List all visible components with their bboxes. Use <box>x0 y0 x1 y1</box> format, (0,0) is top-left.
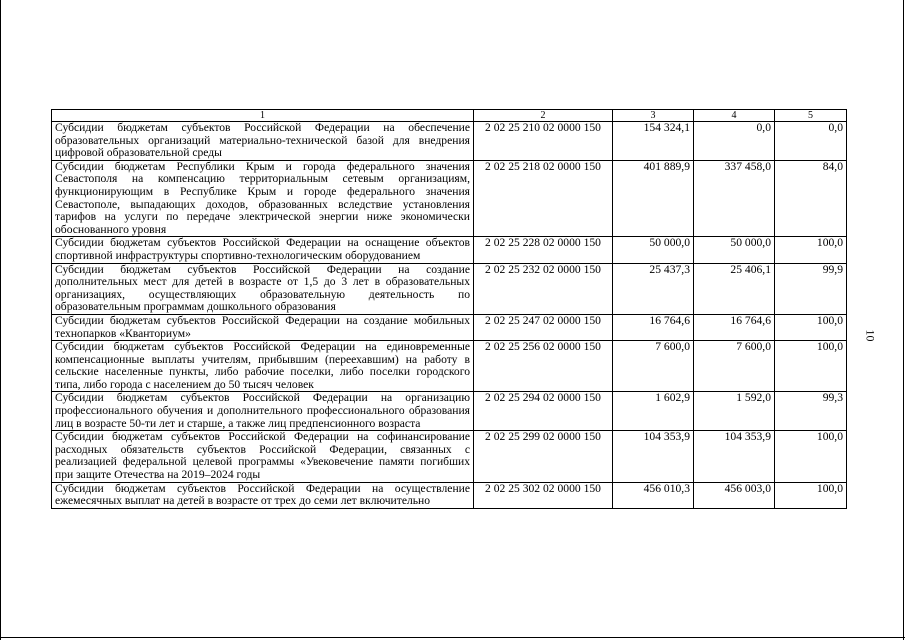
row-value-col4: 16 764,6 <box>694 314 775 340</box>
row-value-col3: 1 602,9 <box>613 392 694 431</box>
scan-border-right <box>903 0 904 640</box>
column-number-1: 1 <box>52 110 474 122</box>
row-value-col3: 104 353,9 <box>613 431 694 482</box>
row-value-col5: 100,0 <box>775 237 847 263</box>
budget-table-body <box>52 110 847 509</box>
column-number-5: 5 <box>775 110 847 122</box>
row-value-col4: 50 000,0 <box>694 237 775 263</box>
table-row <box>52 122 847 161</box>
row-budget-code: 2 02 25 247 02 0000 150 <box>474 314 613 340</box>
column-number-2: 2 <box>474 110 613 122</box>
row-value-col4: 456 003,0 <box>694 482 775 508</box>
row-description: Субсидии бюджетам субъектов Российской Федерации на создание мобильных технопарков «Кванториум» <box>52 314 474 340</box>
row-budget-code: 2 02 25 218 02 0000 150 <box>474 160 613 237</box>
row-budget-code: 2 02 25 210 02 0000 150 <box>474 122 613 161</box>
scan-border-left <box>0 0 1 640</box>
column-number-header-row <box>52 110 847 122</box>
table-row <box>52 237 847 263</box>
row-description: Субсидии бюджетам субъектов Российской Федерации на оснащение объектов спортивной инфраструктуры спортивно-технологическим оборудованием <box>52 237 474 263</box>
column-number-3: 3 <box>613 110 694 122</box>
row-budget-code: 2 02 25 232 02 0000 150 <box>474 263 613 314</box>
scan-border-bottom <box>0 637 905 638</box>
row-value-col5: 100,0 <box>775 431 847 482</box>
row-value-col5: 100,0 <box>775 314 847 340</box>
row-value-col5: 99,3 <box>775 392 847 431</box>
row-description: Субсидии бюджетам субъектов Российской Федерации на софинансирование расходных обязательств субъектов Российской Федерации, связанных с реализацией федеральной целевой программы «Увековечение памяти погибших при защите Отечества на 2019–2024 годы <box>52 431 474 482</box>
row-budget-code: 2 02 25 299 02 0000 150 <box>474 431 613 482</box>
row-budget-code: 2 02 25 256 02 0000 150 <box>474 341 613 392</box>
row-description: Субсидии бюджетам субъектов Российской Федерации на обеспечение образовательных организаций материально-технической базой для внедрения цифровой образовательной среды <box>52 122 474 161</box>
row-value-col3: 16 764,6 <box>613 314 694 340</box>
row-value-col3: 401 889,9 <box>613 160 694 237</box>
table-row <box>52 392 847 431</box>
page-number: 10 <box>863 329 878 342</box>
row-budget-code: 2 02 25 294 02 0000 150 <box>474 392 613 431</box>
row-budget-code: 2 02 25 228 02 0000 150 <box>474 237 613 263</box>
row-value-col3: 7 600,0 <box>613 341 694 392</box>
row-value-col4: 337 458,0 <box>694 160 775 237</box>
row-value-col3: 25 437,3 <box>613 263 694 314</box>
budget-table <box>51 109 847 509</box>
row-value-col3: 50 000,0 <box>613 237 694 263</box>
column-number-4: 4 <box>694 110 775 122</box>
table-row <box>52 482 847 508</box>
row-value-col5: 100,0 <box>775 482 847 508</box>
table-row <box>52 160 847 237</box>
row-description: Субсидии бюджетам субъектов Российской Федерации на единовременные компенсационные выплаты учителям, прибывшим (переехавшим) на работу в сельские населенные пункты, либо рабочие поселки, либо поселки городского типа, либо города с населением до 50 тысяч человек <box>52 341 474 392</box>
table-row <box>52 263 847 314</box>
row-value-col4: 7 600,0 <box>694 341 775 392</box>
row-description: Субсидии бюджетам субъектов Российской Федерации на осуществление ежемесячных выплат на детей в возрасте от трех до семи лет включительно <box>52 482 474 508</box>
row-value-col5: 84,0 <box>775 160 847 237</box>
row-description: Субсидии бюджетам субъектов Российской Федерации на организацию профессионального обучения и дополнительного профессионального образования лиц в возрасте 50-ти лет и старше, а также лиц предпенсионного возраста <box>52 392 474 431</box>
row-value-col5: 0,0 <box>775 122 847 161</box>
row-value-col4: 104 353,9 <box>694 431 775 482</box>
row-budget-code: 2 02 25 302 02 0000 150 <box>474 482 613 508</box>
row-description: Субсидии бюджетам субъектов Российской Федерации на создание дополнительных мест для детей в возрасте от 1,5 до 3 лет в образовательных организациях, осуществляющих образовательную деятельность по образовательным программам дошкольного образования <box>52 263 474 314</box>
table-row <box>52 314 847 340</box>
row-value-col3: 456 010,3 <box>613 482 694 508</box>
row-value-col4: 1 592,0 <box>694 392 775 431</box>
row-value-col5: 99,9 <box>775 263 847 314</box>
row-description: Субсидии бюджетам Республики Крым и города федерального значения Севастополя на компенсацию территориальным сетевым организациям, функционирующим в Республике Крым и городе федерального значения Севастополе, выпадающих доходов, образованных вследствие установления тарифов на услуги по передаче электрической энергии ниже экономически обоснованного уровня <box>52 160 474 237</box>
row-value-col5: 100,0 <box>775 341 847 392</box>
row-value-col4: 25 406,1 <box>694 263 775 314</box>
row-value-col4: 0,0 <box>694 122 775 161</box>
row-value-col3: 154 324,1 <box>613 122 694 161</box>
table-row <box>52 431 847 482</box>
table-row <box>52 341 847 392</box>
